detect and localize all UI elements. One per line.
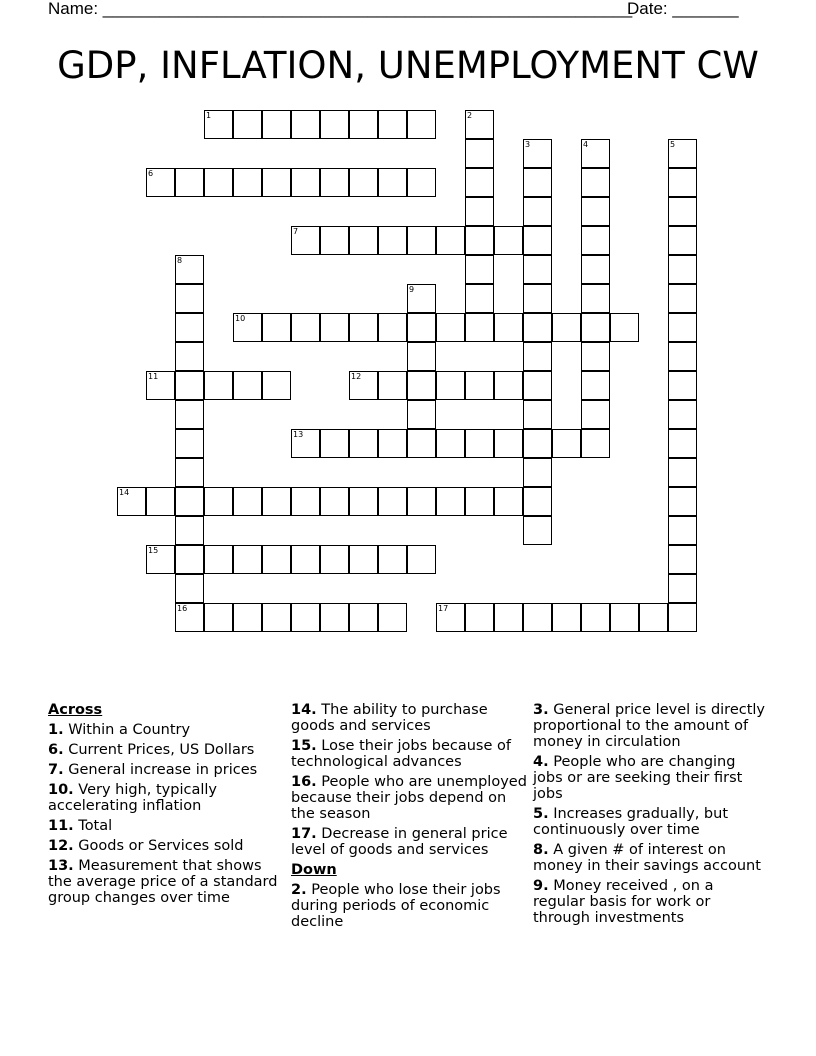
clue-number: 8	[177, 256, 183, 265]
grid-cell[interactable]	[407, 313, 436, 342]
clue-number: 14	[119, 488, 130, 497]
grid-cell[interactable]	[436, 313, 465, 342]
grid-cell[interactable]	[291, 110, 320, 139]
grid-cell[interactable]	[175, 603, 204, 632]
grid-cell[interactable]	[378, 429, 407, 458]
grid-cell[interactable]	[204, 168, 233, 197]
grid-cell[interactable]	[581, 371, 610, 400]
grid-cell[interactable]	[494, 429, 523, 458]
grid-cell[interactable]	[291, 168, 320, 197]
grid-cell[interactable]	[523, 139, 552, 168]
grid-cell[interactable]	[175, 429, 204, 458]
grid-cell[interactable]	[668, 429, 697, 458]
clue-down-8: 8. A given # of interest on money in their savings account	[533, 842, 761, 874]
grid-cell[interactable]	[465, 110, 494, 139]
grid-cell[interactable]	[552, 429, 581, 458]
grid-cell[interactable]	[349, 226, 378, 255]
clue-number: 1	[206, 111, 212, 120]
grid-cell[interactable]	[175, 545, 204, 574]
grid-cell[interactable]	[175, 400, 204, 429]
grid-cell[interactable]	[523, 603, 552, 632]
grid-cell[interactable]	[581, 342, 610, 371]
grid-cell[interactable]	[349, 603, 378, 632]
grid-cell[interactable]	[494, 603, 523, 632]
grid-cell[interactable]	[494, 371, 523, 400]
clue-number: 9	[409, 285, 415, 294]
grid-cell[interactable]	[320, 603, 349, 632]
grid-cell[interactable]	[668, 284, 697, 313]
grid-cell[interactable]	[581, 284, 610, 313]
grid-cell[interactable]	[204, 487, 233, 516]
grid-cell[interactable]	[175, 458, 204, 487]
grid-cell[interactable]	[639, 603, 668, 632]
grid-cell[interactable]	[436, 371, 465, 400]
grid-cell[interactable]	[175, 284, 204, 313]
grid-cell[interactable]	[668, 603, 697, 632]
grid-cell[interactable]	[175, 313, 204, 342]
grid-cell[interactable]	[523, 313, 552, 342]
grid-cell[interactable]	[465, 139, 494, 168]
grid-cell[interactable]	[465, 371, 494, 400]
grid-cell[interactable]	[291, 603, 320, 632]
grid-cell[interactable]	[523, 458, 552, 487]
grid-cell[interactable]	[494, 487, 523, 516]
clue-number: 10	[235, 314, 246, 323]
grid-cell[interactable]	[581, 429, 610, 458]
grid-cell[interactable]	[610, 603, 639, 632]
clue-number: 17	[438, 604, 449, 613]
clue-number: 2	[467, 111, 473, 120]
grid-cell[interactable]	[378, 110, 407, 139]
grid-cell[interactable]	[204, 110, 233, 139]
grid-cell[interactable]	[378, 226, 407, 255]
grid-cell[interactable]	[291, 487, 320, 516]
grid-cell[interactable]	[117, 487, 146, 516]
grid-cell[interactable]	[668, 487, 697, 516]
clue-down-9: 9. Money received , on a regular basis for work or through investments	[533, 878, 714, 926]
clue-number: 16	[177, 604, 188, 613]
clue-number: 3	[525, 140, 531, 149]
grid-cell[interactable]	[233, 313, 262, 342]
grid-cell[interactable]	[204, 371, 233, 400]
grid-cell[interactable]	[175, 516, 204, 545]
grid-cell[interactable]	[668, 255, 697, 284]
grid-cell[interactable]	[175, 487, 204, 516]
page-title: GDP, INFLATION, UNEMPLOYMENT CW	[57, 44, 759, 87]
grid-cell[interactable]	[581, 168, 610, 197]
grid-cell[interactable]	[233, 168, 262, 197]
grid-cell[interactable]	[523, 429, 552, 458]
grid-cell[interactable]	[262, 603, 291, 632]
grid-cell[interactable]	[465, 255, 494, 284]
grid-cell[interactable]	[581, 400, 610, 429]
grid-cell[interactable]	[378, 545, 407, 574]
grid-cell[interactable]	[465, 603, 494, 632]
grid-cell[interactable]	[291, 313, 320, 342]
grid-cell[interactable]	[668, 458, 697, 487]
clue-across-12: 12. Goods or Services sold	[48, 838, 244, 854]
grid-cell[interactable]	[465, 429, 494, 458]
grid-cell[interactable]	[581, 603, 610, 632]
grid-cell[interactable]	[581, 226, 610, 255]
grid-cell[interactable]	[233, 545, 262, 574]
clue-across-11: 11. Total	[48, 818, 113, 834]
grid-cell[interactable]	[465, 197, 494, 226]
clue-number: 6	[148, 169, 154, 178]
clue-number: 11	[148, 372, 159, 381]
grid-cell[interactable]	[175, 371, 204, 400]
grid-cell[interactable]	[349, 545, 378, 574]
grid-cell[interactable]	[581, 255, 610, 284]
grid-cell[interactable]	[407, 168, 436, 197]
clue-number: 4	[583, 140, 589, 149]
grid-cell[interactable]	[204, 545, 233, 574]
clue-down-4: 4. People who are changing jobs or are seeking their first jobs	[533, 754, 743, 802]
grid-cell[interactable]	[262, 487, 291, 516]
grid-cell[interactable]	[581, 139, 610, 168]
grid-cell[interactable]	[407, 371, 436, 400]
grid-cell[interactable]	[291, 545, 320, 574]
grid-cell[interactable]	[436, 603, 465, 632]
grid-cell[interactable]	[291, 226, 320, 255]
grid-cell[interactable]	[349, 313, 378, 342]
clue-across-1: 1. Within a Country	[48, 722, 191, 738]
grid-cell[interactable]	[175, 168, 204, 197]
grid-cell[interactable]	[320, 110, 349, 139]
grid-cell[interactable]	[465, 168, 494, 197]
grid-cell[interactable]	[233, 603, 262, 632]
grid-cell[interactable]	[407, 429, 436, 458]
grid-cell[interactable]	[175, 574, 204, 603]
grid-cell[interactable]	[378, 487, 407, 516]
grid-cell[interactable]	[146, 487, 175, 516]
grid-cell[interactable]	[320, 429, 349, 458]
grid-cell[interactable]	[436, 487, 465, 516]
grid-cell[interactable]	[407, 487, 436, 516]
clue-across-14: 14. The ability to purchase goods and services	[291, 702, 488, 734]
grid-cell[interactable]	[465, 313, 494, 342]
grid-cell[interactable]	[378, 168, 407, 197]
grid-cell[interactable]	[523, 342, 552, 371]
clue-column-2	[291, 702, 527, 934]
grid-cell[interactable]	[349, 110, 378, 139]
grid-cell[interactable]	[494, 313, 523, 342]
grid-cell[interactable]	[523, 168, 552, 197]
grid-cell[interactable]	[349, 168, 378, 197]
grid-cell[interactable]	[523, 284, 552, 313]
clue-number: 7	[293, 227, 299, 236]
grid-cell[interactable]	[349, 487, 378, 516]
grid-cell[interactable]	[436, 429, 465, 458]
clue-number: 15	[148, 546, 159, 555]
grid-cell[interactable]	[291, 429, 320, 458]
grid-cell[interactable]	[262, 545, 291, 574]
clue-across-7: 7. General increase in prices	[48, 762, 258, 778]
grid-cell[interactable]	[407, 226, 436, 255]
grid-cell[interactable]	[407, 545, 436, 574]
clue-column-1	[48, 702, 284, 910]
clue-number: 13	[293, 430, 304, 439]
grid-cell[interactable]	[668, 342, 697, 371]
clue-across-16: 16. People who are unemployed because their jobs depend on the season	[291, 774, 527, 822]
clue-number: 5	[670, 140, 676, 149]
grid-cell[interactable]	[668, 168, 697, 197]
clue-across-6: 6. Current Prices, US Dollars	[48, 742, 255, 758]
grid-cell[interactable]	[668, 371, 697, 400]
grid-cell[interactable]	[378, 371, 407, 400]
grid-cell[interactable]	[233, 371, 262, 400]
clue-number: 12	[351, 372, 362, 381]
grid-cell[interactable]	[407, 110, 436, 139]
down-heading: Down	[291, 862, 337, 878]
date-field-label: Date: _______	[627, 0, 739, 18]
clue-across-13: 13. Measurement that shows the average price of a standard group changes over time	[48, 858, 278, 906]
grid-cell[interactable]	[668, 400, 697, 429]
grid-cell[interactable]	[320, 168, 349, 197]
grid-cell[interactable]	[320, 487, 349, 516]
grid-cell[interactable]	[262, 313, 291, 342]
across-heading: Across	[48, 702, 103, 718]
grid-cell[interactable]	[668, 516, 697, 545]
grid-cell[interactable]	[175, 255, 204, 284]
grid-cell[interactable]	[349, 371, 378, 400]
grid-cell[interactable]	[668, 545, 697, 574]
grid-cell[interactable]	[494, 226, 523, 255]
clue-down-2: 2. People who lose their jobs during periods of economic decline	[291, 882, 501, 930]
grid-cell[interactable]	[233, 487, 262, 516]
grid-cell[interactable]	[204, 603, 233, 632]
grid-cell[interactable]	[436, 226, 465, 255]
grid-cell[interactable]	[552, 313, 581, 342]
grid-cell[interactable]	[581, 197, 610, 226]
grid-cell[interactable]	[523, 371, 552, 400]
grid-cell[interactable]	[233, 110, 262, 139]
grid-cell[interactable]	[262, 371, 291, 400]
grid-cell[interactable]	[378, 603, 407, 632]
grid-cell[interactable]	[378, 313, 407, 342]
grid-cell[interactable]	[146, 168, 175, 197]
clue-down-3: 3. General price level is directly proportional to the amount of money in circulation	[533, 702, 766, 750]
grid-cell[interactable]	[552, 603, 581, 632]
grid-cell[interactable]	[349, 429, 378, 458]
grid-cell[interactable]	[146, 371, 175, 400]
grid-cell[interactable]	[610, 313, 639, 342]
grid-cell[interactable]	[175, 342, 204, 371]
grid-cell[interactable]	[465, 487, 494, 516]
grid-cell[interactable]	[523, 516, 552, 545]
clue-down-5: 5. Increases gradually, but continuously over time	[533, 806, 729, 838]
grid-cell[interactable]	[407, 342, 436, 371]
grid-cell[interactable]	[523, 197, 552, 226]
grid-cell[interactable]	[407, 400, 436, 429]
grid-cell[interactable]	[262, 168, 291, 197]
grid-cell[interactable]	[320, 313, 349, 342]
grid-cell[interactable]	[668, 197, 697, 226]
clue-column-3	[533, 702, 769, 930]
clue-across-15: 15. Lose their jobs because of technological advances	[291, 738, 511, 770]
grid-cell[interactable]	[668, 574, 697, 603]
grid-cell[interactable]	[581, 313, 610, 342]
grid-cell[interactable]	[523, 400, 552, 429]
clue-across-17: 17. Decrease in general price level of goods and services	[291, 826, 508, 858]
grid-cell[interactable]	[407, 284, 436, 313]
grid-cell[interactable]	[668, 313, 697, 342]
grid-cell[interactable]	[668, 226, 697, 255]
grid-cell[interactable]	[465, 226, 494, 255]
name-field-label: Name: ________________________________________________________	[48, 0, 633, 18]
grid-cell[interactable]	[262, 110, 291, 139]
grid-cell[interactable]	[523, 255, 552, 284]
clue-across-10: 10. Very high, typically accelerating inflation	[48, 782, 217, 814]
grid-cell[interactable]	[523, 226, 552, 255]
grid-cell[interactable]	[523, 487, 552, 516]
grid-cell[interactable]	[146, 545, 175, 574]
grid-cell[interactable]	[668, 139, 697, 168]
grid-cell[interactable]	[320, 545, 349, 574]
grid-cell[interactable]	[320, 226, 349, 255]
grid-cell[interactable]	[465, 284, 494, 313]
